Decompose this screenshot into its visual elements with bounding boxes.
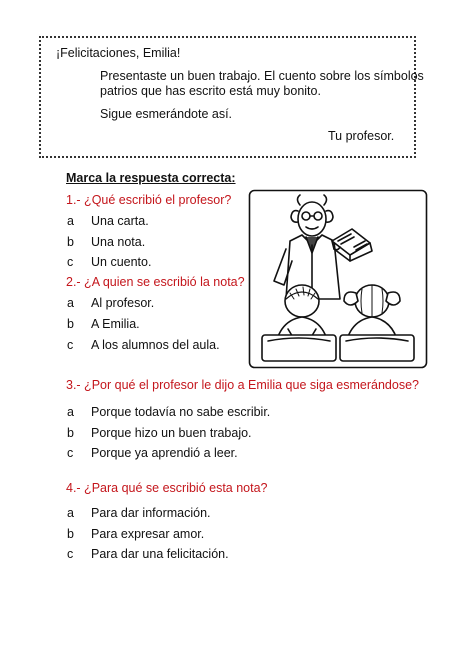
option-letter: a [67, 214, 74, 228]
option-text: Porque todavía no sabe escribir. [91, 405, 271, 419]
question-4: 4.- ¿Para qué se escribió esta nota? [66, 481, 268, 495]
option-text: A los alumnos del aula. [91, 338, 220, 352]
option-text: Un cuento. [91, 255, 152, 269]
option-letter: a [67, 405, 74, 419]
student-girl-figure [340, 285, 414, 361]
option-letter: c [67, 338, 74, 352]
option-letter: b [67, 527, 74, 541]
option-letter: c [67, 255, 74, 269]
option-text: Una carta. [91, 214, 149, 228]
option-text: A Emilia. [91, 317, 140, 331]
instruction-heading: Marca la respuesta correcta: [66, 171, 236, 185]
question-2: 2.- ¿A quien se escribió la nota? [66, 275, 245, 289]
option-letter: a [67, 506, 74, 520]
note-encouragement: Sigue esmerándote así. [100, 107, 233, 121]
option-letter: b [67, 426, 74, 440]
note-signature: Tu profesor. [328, 129, 395, 143]
option-text: Al profesor. [91, 296, 155, 310]
teacher-students-illustration [248, 189, 428, 369]
note-body-line-2: patrios que has escrito está muy bonito. [100, 84, 321, 98]
option-letter: a [67, 296, 74, 310]
option-text: Para dar una felicitación. [91, 547, 229, 561]
question-3: 3.- ¿Por qué el profesor le dijo a Emilia que siga esmerándose? [66, 378, 419, 392]
option-letter: c [67, 446, 74, 460]
option-text: Para expresar amor. [91, 527, 205, 541]
option-text: Para dar información. [91, 506, 211, 520]
question-1: 1.- ¿Qué escribió el profesor? [66, 193, 232, 207]
option-letter: b [67, 235, 74, 249]
option-text: Porque ya aprendió a leer. [91, 446, 238, 460]
option-text: Una nota. [91, 235, 146, 249]
teacher-figure [274, 195, 372, 299]
option-letter: b [67, 317, 74, 331]
option-letter: c [67, 547, 74, 561]
note-greeting: ¡Felicitaciones, Emilia! [56, 46, 181, 60]
option-text: Porque hizo un buen trabajo. [91, 426, 252, 440]
note-body-line-1: Presentaste un buen trabajo. El cuento sobre los símbolos [100, 69, 424, 83]
